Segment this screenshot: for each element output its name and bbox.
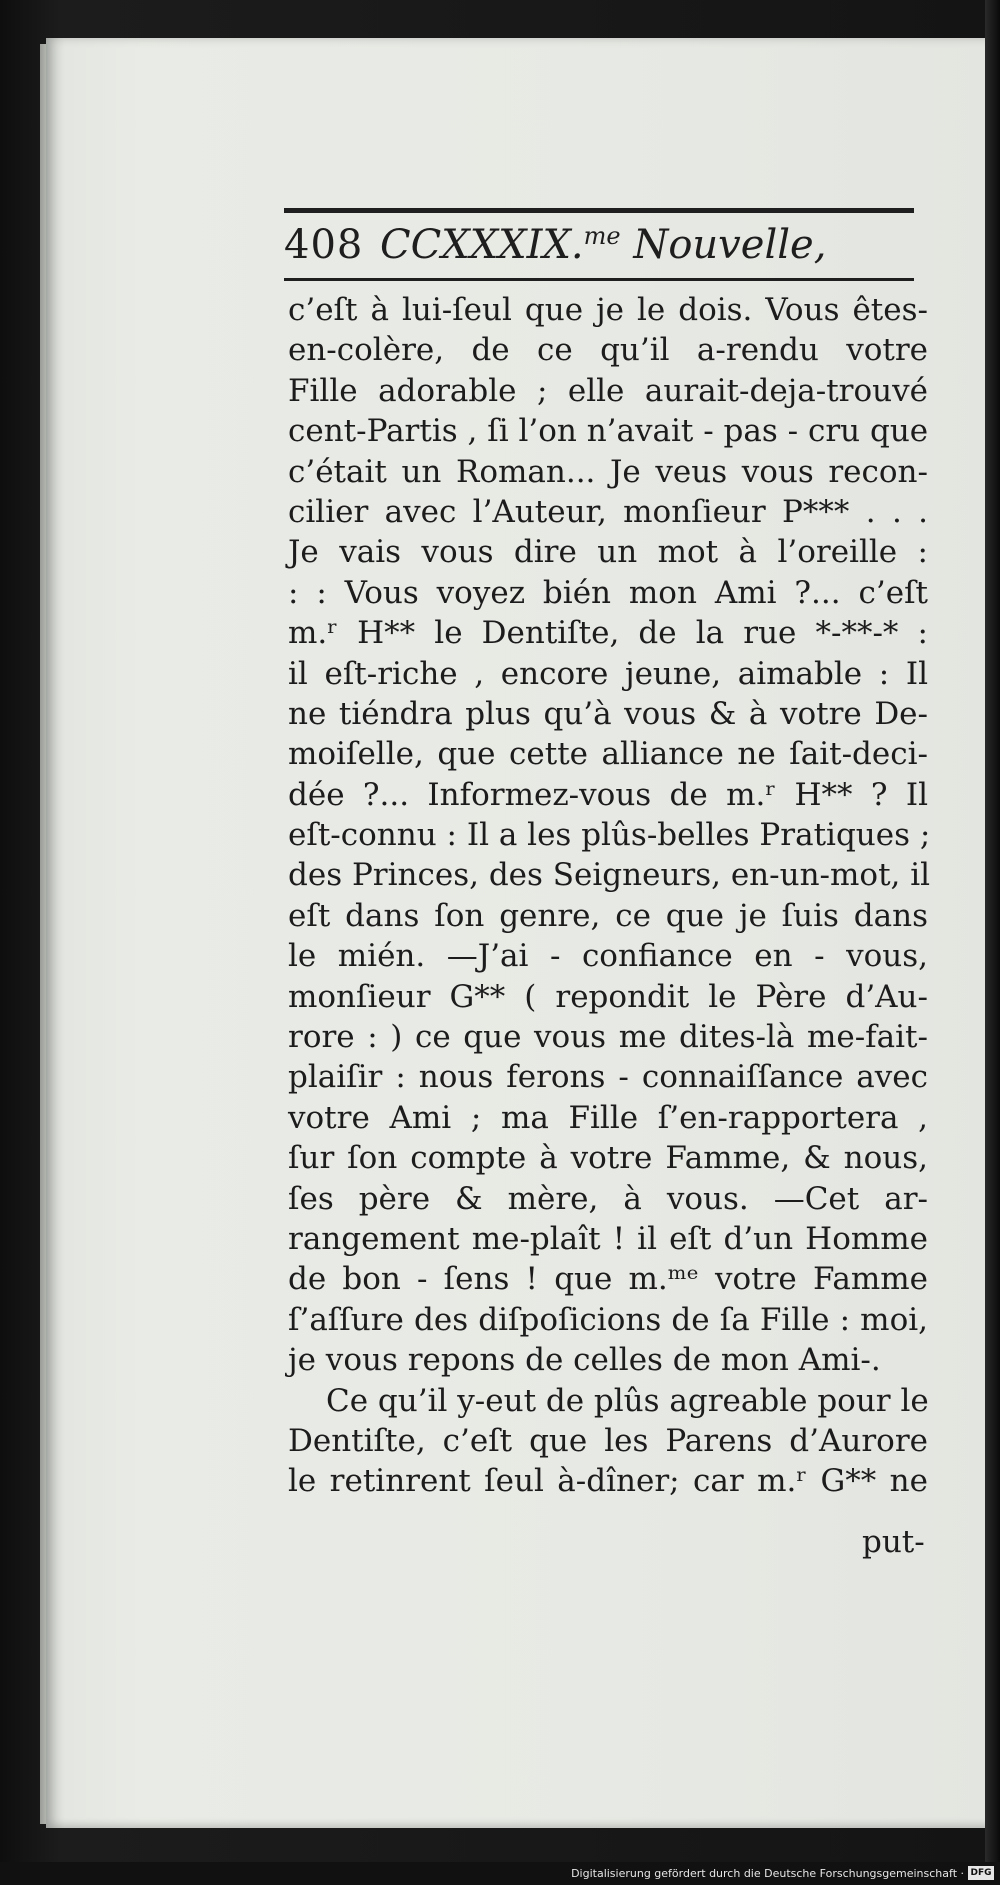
running-title-end: Nouvelle, — [620, 222, 827, 268]
text-line: rore : ) ce que vous me dites-là me-fait- — [288, 1019, 928, 1056]
text-line: ne tiéndra plus qu’à vous & à votre De- — [288, 695, 928, 732]
text-line: votre Ami ; ma Fille ſ’en-rapportera , — [288, 1099, 928, 1136]
text-line-paragraph-start: Ce qu’il y-eut de plûs agreable pour le — [326, 1382, 929, 1419]
text-line: cent-Partis , ſi l’on n’avait - pas - cru que — [288, 413, 929, 450]
text-line: Fille adorable ; elle aurait-deja-trouvé — [288, 372, 928, 409]
text-line: eſt-connu : Il a les plûs-belles Pratiques ; — [288, 817, 931, 854]
text-line: je vous repons de celles de mon Ami-. — [288, 1342, 881, 1379]
text-line: ſ’aſſure des diſpoſicions de ſa Fille : moi, — [288, 1301, 928, 1338]
body-text — [288, 290, 931, 1502]
binding-edge — [985, 0, 1000, 1885]
text-line: en-colère, de ce qu’il a-rendu votre — [288, 332, 928, 369]
text-line: Dentiſte, c’eſt que les Parens d’Aurore — [288, 1422, 928, 1459]
text-line: : : Vous voyez bién mon Ami ?... c’eſt — [288, 574, 928, 611]
text-line: le retinrent ſeul à-dîner; car m.ʳ G** ne — [288, 1463, 928, 1500]
text-line: ſes père & mère, à vous. —Cet ar- — [288, 1180, 928, 1217]
catchword: put- — [862, 1524, 925, 1560]
digitization-credit: Digitalisierung gefördert durch die Deutsche Forschungsgemeinschaft · — [571, 1867, 964, 1880]
header-rule-bottom — [284, 278, 914, 281]
dfg-logo-icon: DFG — [968, 1866, 994, 1880]
text-line: c’eſt à lui-ſeul que je le dois. Vous êtes- — [288, 292, 928, 328]
text-line: cilier avec l’Auteur, monſieur P*** . . . — [288, 493, 928, 530]
running-title-main: CCXXXIX. — [380, 222, 584, 268]
text-line: de bon - ſens ! que m.ᵐᵉ votre Famme — [288, 1261, 928, 1298]
text-line: dée ?... Informez-vous de m.ʳ H** ? Il — [288, 776, 928, 813]
page-header — [284, 212, 914, 276]
text-line: eſt dans ſon genre, ce que je ſuis dans — [288, 897, 928, 934]
running-title — [380, 222, 826, 268]
running-title-superscript: me — [583, 222, 621, 250]
text-line: des Princes, des Seigneurs, en-un-mot, il — [288, 857, 931, 894]
text-line: monſieur G** ( repondit le Père d’Au- — [288, 978, 928, 1015]
text-line: rangement me-plaît ! il eſt d’un Homme — [288, 1220, 928, 1257]
text-line: le mién. —J’ai - confiance en - vous, — [288, 938, 928, 975]
text-line: c’était un Roman... Je veus vous recon- — [288, 453, 928, 490]
page-number: 408 — [284, 222, 364, 268]
text-line: moiſelle, que cette alliance ne ſait-deci- — [288, 736, 928, 773]
text-line: ſur ſon compte à votre Famme, & nous, — [288, 1140, 928, 1177]
text-line: Je vais vous dire un mot à l’oreille : — [288, 534, 928, 571]
text-line: il eſt-riche , encore jeune, aimable : Il — [288, 655, 928, 692]
text-line: m.ʳ H** le Dentiſte, de la rue *-**-* : — [288, 615, 928, 652]
text-line: plaiſir : nous ferons - connaiſſance avec — [288, 1059, 928, 1096]
